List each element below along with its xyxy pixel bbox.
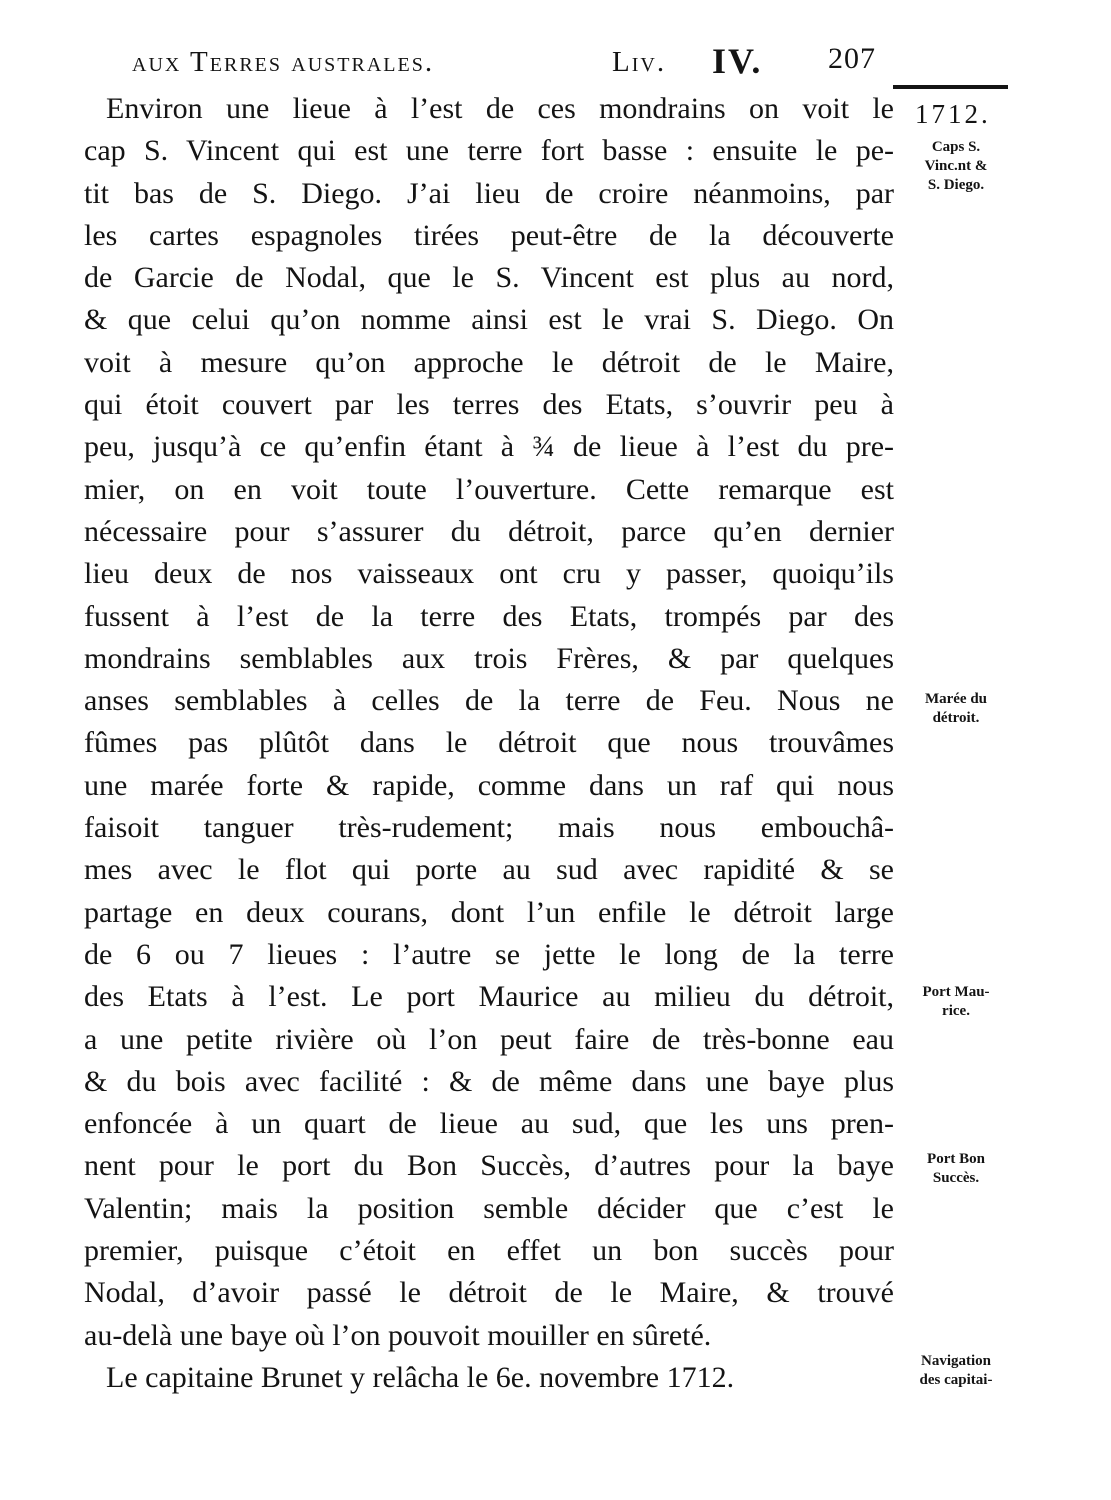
text-line: de Garcie de Nodal, que le S. Vincent est plus au nord, (84, 261, 894, 295)
running-title: aux Terres australes. (132, 46, 435, 78)
text-line: Nodal, d’avoir passé le détroit de le Maire, & trouvé (84, 1276, 894, 1310)
text-line: nent pour le port du Bon Succès, d’autres pour la baye (84, 1149, 894, 1183)
text-line: mondrains semblables aux trois Frères, & par quelques (84, 641, 894, 675)
text-line: qui étoit couvert par les terres des Etats, s’ouvrir peu à (84, 388, 894, 422)
text-line: tit bas de S. Diego. J’ai lieu de croire néanmoins, par (84, 176, 894, 210)
book-number: IV. (712, 41, 763, 81)
text-line: faisoit tanguer très-rudement; mais nous embouchâ- (84, 811, 894, 845)
margin-note-caps: Caps S. Vinc.nt & S. Diego. (924, 139, 988, 193)
text-line: & du bois avec facilité : & de même dans une baye plus (84, 1064, 894, 1098)
text-line: une marée forte & rapide, comme dans un raf qui nous (84, 768, 894, 802)
text-line: premier, puisque c’étoit en effet un bon succès pour (84, 1234, 894, 1268)
header-rule (893, 85, 1008, 89)
text-line: Le capitaine Brunet y relâcha le 6e. novembre 1712. (106, 1360, 735, 1394)
margin-note-maree: Marée du détroit. (924, 691, 988, 726)
running-head (132, 38, 882, 88)
text-line: anses semblables à celles de la terre de Feu. Nous ne (84, 684, 894, 718)
margin-note-navigation: Navigation des capitai- (919, 1353, 993, 1388)
text-line: voit à mesure qu’on approche le détroit de le Maire, (84, 345, 894, 379)
margin-year: 1712. (915, 99, 991, 129)
text-line: nécessaire pour s’assurer du détroit, parce qu’en dernier (84, 514, 894, 548)
text-line: enfoncée à un quart de lieue au sud, que les uns pren- (84, 1107, 894, 1141)
text-line: les cartes espagnoles tirées peut-être de la découverte (84, 218, 894, 252)
text-line: Environ une lieue à l’est de ces mondrains on voit le (106, 92, 894, 125)
body-text (84, 88, 894, 1399)
book-label: Liv. (612, 46, 667, 78)
text-line: cap S. Vincent qui est une terre fort basse : ensuite le pe- (84, 134, 894, 168)
text-line: mier, on en voit toute l’ouverture. Cette remarque est (84, 472, 894, 506)
text-line: Valentin; mais la position semble décider que c’est le (84, 1191, 894, 1225)
text-line: partage en deux courans, dont l’un enfile le détroit large (84, 895, 894, 929)
text-line: de 6 ou 7 lieues : l’autre se jette le long de la terre (84, 937, 894, 971)
text-line: au-delà une baye où l’on pouvoit mouiller en sûreté. (84, 1318, 712, 1352)
text-line: peu, jusqu’à ce qu’enfin étant à ¾ de lieue à l’est du pre- (84, 430, 894, 464)
text-line: lieu deux de nos vaisseaux ont cru y passer, quoiqu’ils (84, 557, 894, 591)
text-line: & que celui qu’on nomme ainsi est le vrai S. Diego. On (84, 303, 894, 337)
text-line: des Etats à l’est. Le port Maurice au milieu du détroit, (84, 980, 894, 1014)
text-line: a une petite rivière où l’on peut faire de très-bonne eau (84, 1022, 894, 1056)
margin-note-port-maurice: Port Mau- rice. (922, 984, 990, 1019)
text-line: mes avec le flot qui porte au sud avec rapidité & se (84, 853, 894, 887)
page-number: 207 (828, 42, 876, 75)
text-line: fûmes pas plûtôt dans le détroit que nous trouvâmes (84, 726, 894, 760)
margin-note-port-bon-succes: Port Bon Succès. (927, 1151, 985, 1186)
text-line: fussent à l’est de la terre des Etats, trompés par des (84, 599, 894, 633)
